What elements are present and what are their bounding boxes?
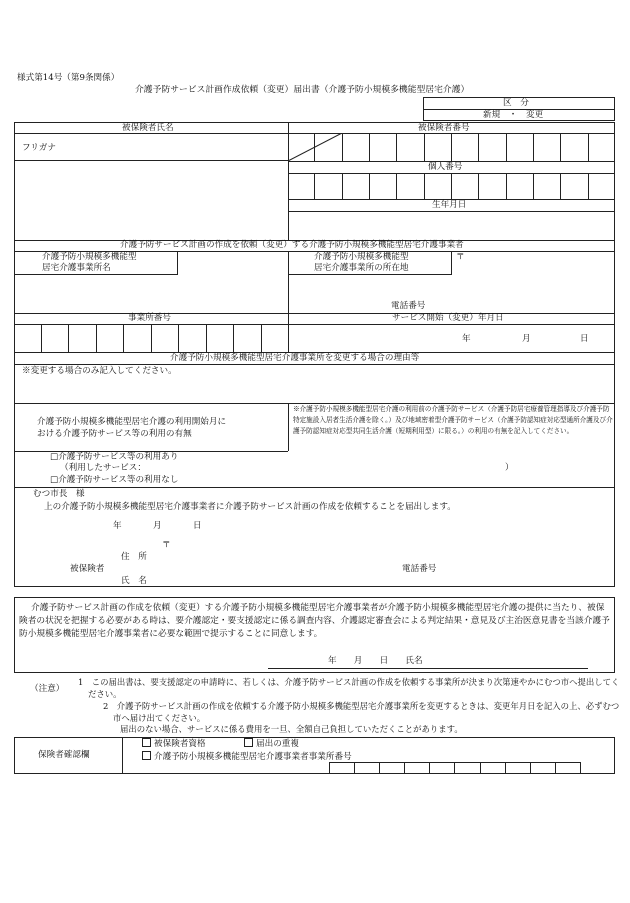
office-number-cells[interactable] bbox=[14, 324, 288, 352]
note-1: 1 この届出書は、要支援認定の申請時に、若しくは、介護予防サービス計画の作成を依頼する事業所が決まり次第速やかにむつ市へ提出してください。 bbox=[78, 677, 620, 699]
usage-question: 介護予防小規模多機能型居宅介護の利用開始月に おける介護予防サービス等の利用の有無 bbox=[37, 417, 227, 439]
row-line bbox=[14, 364, 615, 365]
birthdate-label: 生年月日 bbox=[432, 200, 467, 210]
provider-name-field[interactable] bbox=[15, 276, 287, 312]
category-value[interactable]: 新規 ・ 変更 bbox=[483, 110, 544, 120]
check-insured-qualification[interactable] bbox=[142, 738, 206, 750]
addressee: むつ市長 様 bbox=[33, 489, 85, 499]
check-3-label: 介護予防小規模多機能型居宅介護事業者事業所番号 bbox=[154, 752, 352, 762]
provider-section-title: 介護予防サービス計画の作成を依頼（変更）する介護予防小規模多機能型居宅介護事業者 bbox=[120, 240, 464, 250]
furigana-label: フリガナ bbox=[22, 143, 56, 153]
personal-number-cells[interactable] bbox=[288, 173, 615, 199]
checkbox-icon[interactable] bbox=[244, 738, 253, 747]
personal-number-label: 個人番号 bbox=[428, 162, 463, 172]
consent-text: 介護予防サービス計画の作成を依頼（変更）する介護予防小規模多機能型居宅介護事業者が介護予防小規模多機能型居宅介護の提供に当たり、被保険者の状況を把握する必要がある時は、要介護認定・要支援認定に係る調査内容、介護認定審査会による判定結果・意見及び主治医意見書を当該介護予防小規模多機能型居宅介護事業者に必要な範囲で提示することに同意します。 bbox=[19, 603, 610, 639]
column-line bbox=[288, 403, 289, 451]
provider-phone-label: 電話番号 bbox=[391, 301, 426, 311]
form-title: 介護予防サービス計画作成依頼（変更）届出書（介護予防小規模多機能型居宅介護） bbox=[135, 85, 470, 95]
signature-underline bbox=[268, 668, 588, 669]
consent-signature-line: 年 月 日 氏名 bbox=[328, 656, 423, 666]
applicant-fields[interactable] bbox=[160, 552, 390, 586]
applicant-postal-mark: 〒 bbox=[162, 540, 171, 550]
form-number: 様式第14号（第9条関係） bbox=[17, 73, 120, 83]
check-1-label: 被保険者資格 bbox=[154, 739, 206, 749]
applicant-phone-label: 電話番号 bbox=[402, 564, 437, 574]
checkbox-icon[interactable] bbox=[142, 751, 151, 760]
birthdate-field[interactable] bbox=[289, 212, 614, 239]
provider-name-label: 介護予防小規模多機能型 居宅介護事業所名 bbox=[42, 252, 137, 273]
used-service-label: （利用したサービス： bbox=[60, 463, 146, 473]
change-reason-note: ※変更する場合のみ記入してください。 bbox=[22, 366, 177, 376]
category-label: 区 分 bbox=[503, 98, 529, 108]
service-start-day: 日 bbox=[580, 334, 589, 344]
insured-number-label: 被保険者番号 bbox=[418, 123, 470, 133]
applicant-name-label: 氏 名 bbox=[121, 576, 147, 586]
check-duplicate-notice[interactable] bbox=[244, 738, 299, 750]
declaration-day: 日 bbox=[193, 521, 202, 531]
note-2: 2 介護予防サービス計画の作成を依頼する介護予防小規模多機能型居宅介護事業所を変更するときは、変更年月日を記入の上、必ずむつ市へ届け出てください。 bbox=[103, 701, 620, 723]
service-start-month: 月 bbox=[522, 334, 531, 344]
check-2-label: 届出の重複 bbox=[256, 739, 299, 749]
row-line bbox=[14, 487, 615, 488]
usage-yes-option[interactable]: □介護予防サービス等の利用あり bbox=[50, 452, 179, 462]
insured-name-label: 被保険者氏名 bbox=[122, 123, 174, 133]
usage-note: ※介護予防小規模多機能型居宅介護の利用前の介護予防サービス（介護予防居宅療養管理指導及び介護予防特定施設入居者生活介護を除く。）及び地域密着型介護予防サービス（介護予防認知症対応型通所介護及び介護予防認知症対応型共同生活介護（短期利用型）に限る。）の利用の有無を記入してください。 bbox=[293, 405, 613, 435]
declaration-text: 上の介護予防小規模多機能型居宅介護事業者に介護予防サービス計画の作成を依頼することを届出します。 bbox=[44, 502, 456, 512]
change-reason-field[interactable] bbox=[15, 378, 614, 402]
service-start-year: 年 bbox=[462, 334, 471, 344]
usage-no-option[interactable]: □介護予防サービス等の利用なし bbox=[50, 475, 179, 485]
postal-mark: 〒 bbox=[456, 252, 465, 262]
provider-number-cells[interactable] bbox=[329, 762, 581, 774]
used-service-close: ） bbox=[505, 463, 514, 473]
declaration-month: 月 bbox=[153, 521, 162, 531]
insured-number-diagonal bbox=[288, 133, 342, 161]
declaration-year: 年 bbox=[113, 521, 122, 531]
change-reason-title: 介護予防小規模多機能型居宅介護事業所を変更する場合の理由等 bbox=[170, 353, 420, 363]
column-line bbox=[288, 313, 289, 352]
row-line bbox=[14, 313, 615, 314]
applicant-address-label: 住 所 bbox=[121, 552, 147, 562]
insured-name-field[interactable] bbox=[15, 161, 287, 239]
checkbox-icon[interactable] bbox=[142, 738, 151, 747]
column-line bbox=[122, 737, 123, 774]
service-start-label: サービス開始（変更）年月日 bbox=[392, 313, 504, 323]
office-number-label: 事業所番号 bbox=[128, 313, 171, 323]
insurer-check-label: 保険者確認欄 bbox=[38, 750, 90, 760]
note-3: 届出のない場合、サービスに係る費用を一旦、全額自己負担していただくことがあります。 bbox=[120, 724, 463, 734]
notes-label: （注意） bbox=[30, 684, 65, 694]
applicant-insured-label: 被保険者 bbox=[70, 564, 105, 574]
check-provider-number[interactable] bbox=[142, 751, 352, 763]
provider-address-label: 介護予防小規模多機能型 居宅介護事業所の所在地 bbox=[314, 252, 409, 273]
provider-address-field[interactable] bbox=[289, 276, 614, 300]
